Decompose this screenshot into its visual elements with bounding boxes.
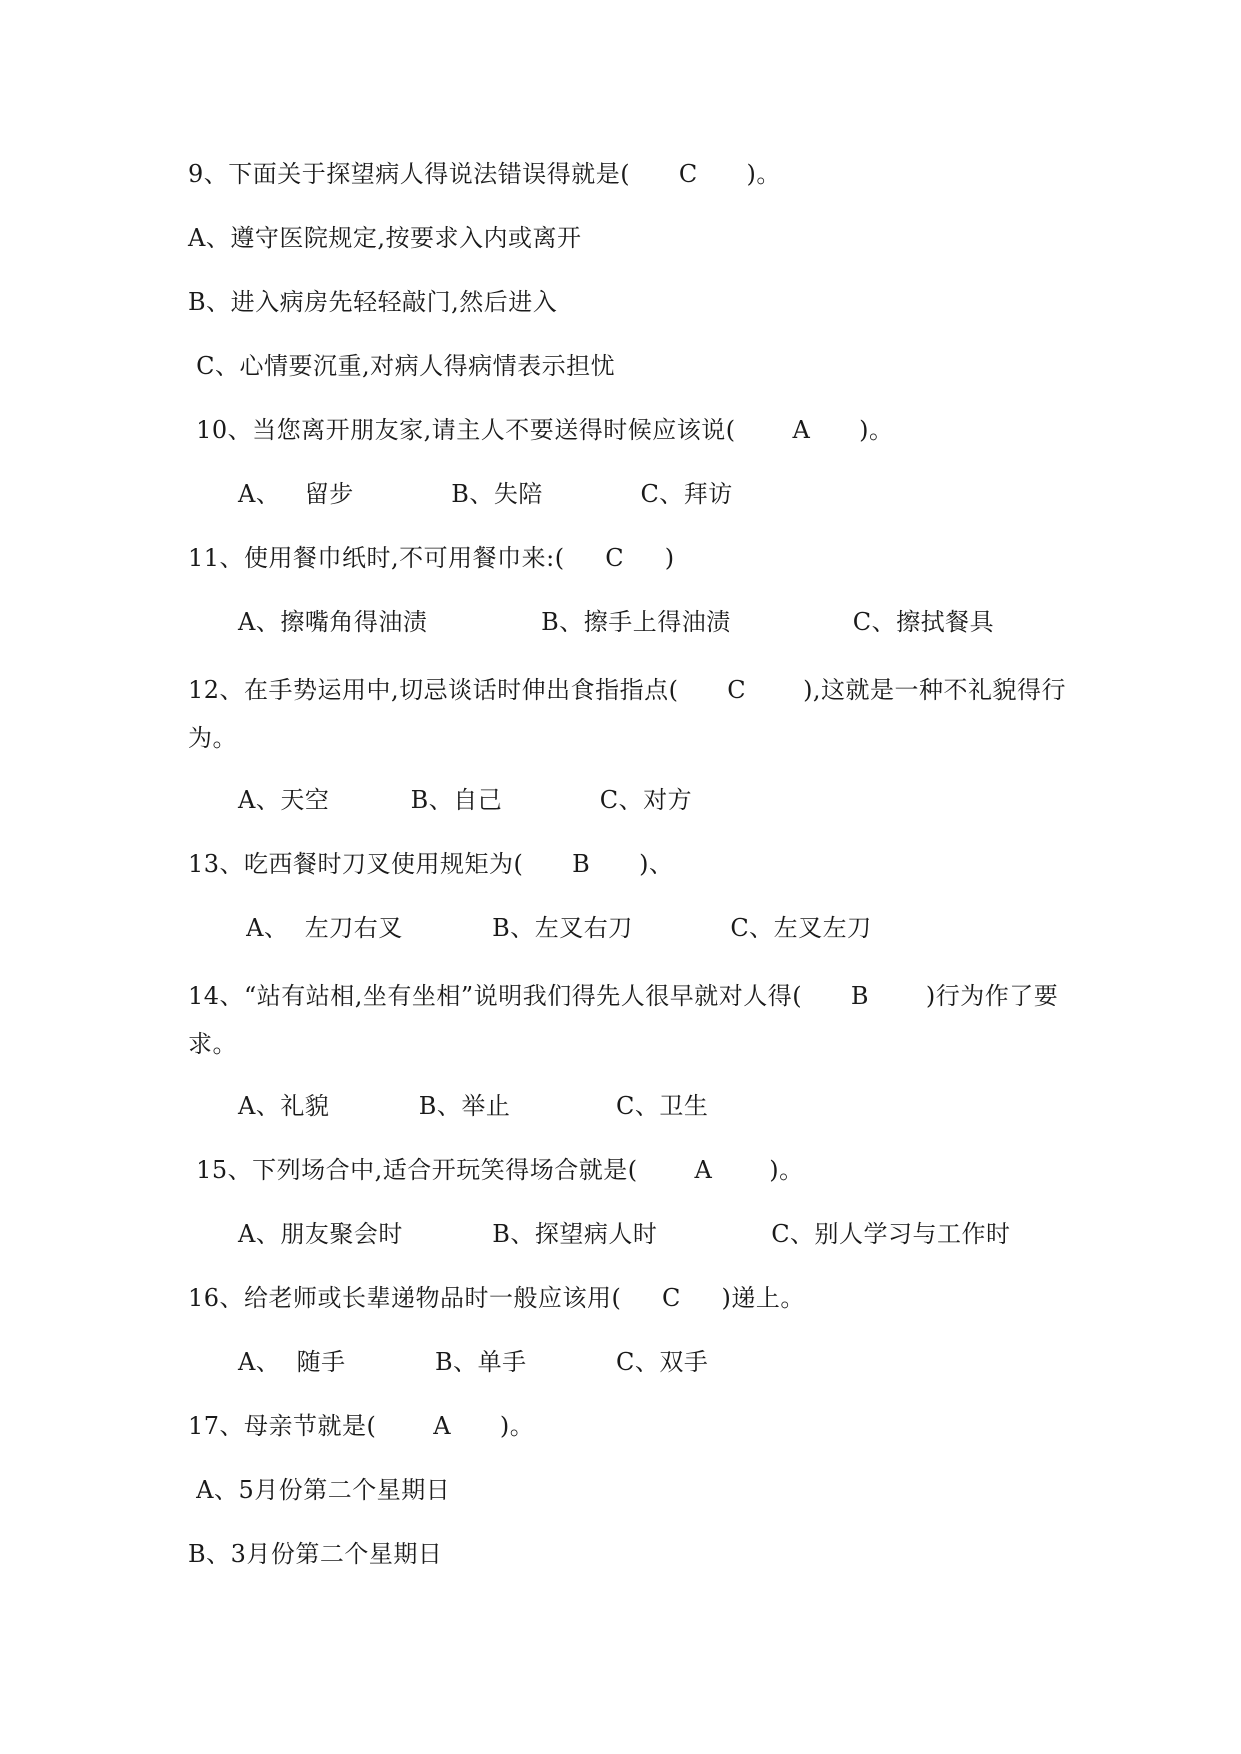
question-17-option-b: B、3月份第二个星期日 [188,1540,443,1568]
question-12-stem: 12、在手势运用中,切忌谈话时伸出食指指点( C ),这就是一种不礼貌得行为。 [188,676,1067,752]
question-16-options: A、 随手 B、单手 C、双手 [238,1348,709,1376]
question-15-stem: 15、下列场合中,适合开玩笑得场合就是( A )。 [188,1156,804,1184]
question-12-options: A、天空 B、自己 C、对方 [238,786,693,814]
question-11-stem: 11、使用餐巾纸时,不可用餐巾来:( C ) [188,544,675,572]
question-13-stem: 13、吃西餐时刀叉使用规矩为( B )、 [188,850,674,878]
question-9-stem: 9、下面关于探望病人得说法错误得就是( C )。 [188,160,781,188]
question-9-option-c: C、心情要沉重,对病人得病情表示担忧 [188,352,616,380]
question-14-stem: 14、“站有站相,坐有坐相”说明我们得先人很早就对人得( B )行为作了要求。 [188,982,1059,1058]
question-14-options: A、礼貌 B、举止 C、卫生 [238,1092,709,1120]
question-11-options: A、擦嘴角得油渍 B、擦手上得油渍 C、擦拭餐具 [238,608,995,636]
question-13-options: A、 左刀右叉 B、左叉右刀 C、左叉左刀 [238,914,872,942]
question-17-stem: 17、母亲节就是( A )。 [188,1412,535,1440]
question-9-option-a: A、遵守医院规定,按要求入内或离开 [188,224,582,252]
question-10-options: A、 留步 B、失陪 C、拜访 [238,480,733,508]
question-10-stem: 10、当您离开朋友家,请主人不要送得时候应该说( A )。 [188,416,894,444]
question-15-options: A、朋友聚会时 B、探望病人时 C、别人学习与工作时 [238,1220,1011,1248]
question-17-option-a: A、5月份第二个星期日 [188,1476,451,1504]
question-9-option-b: B、进入病房先轻轻敲门,然后进入 [188,288,558,316]
question-16-stem: 16、给老师或长辈递物品时一般应该用( C )递上。 [188,1284,805,1312]
